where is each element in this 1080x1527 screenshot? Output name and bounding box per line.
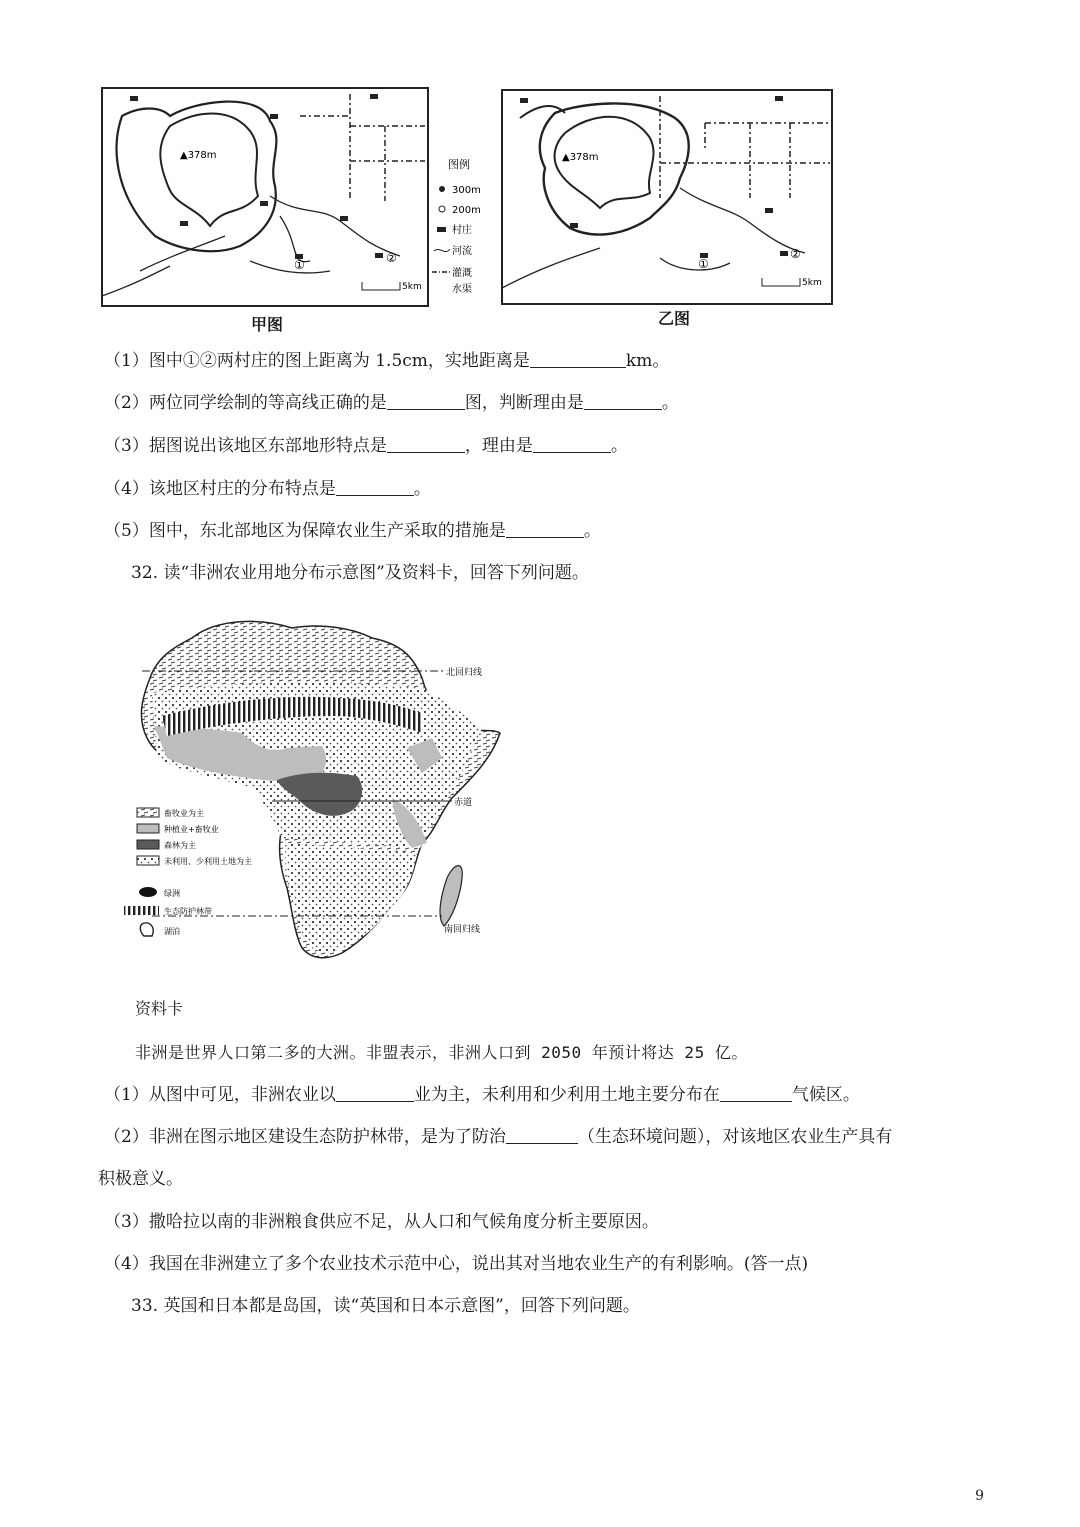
- svg-text:北回归线: 北回归线: [446, 668, 483, 678]
- answer-blank[interactable]: [387, 436, 465, 453]
- answer-blank[interactable]: [506, 521, 584, 538]
- page-number: 9: [975, 1488, 984, 1504]
- answer-blank[interactable]: [336, 1085, 414, 1102]
- svg-text:未利用、少利用土地为主: 未利用、少利用土地为主: [164, 857, 252, 866]
- figure-caption-jia: 甲图: [251, 315, 284, 334]
- svg-text:①: ①: [294, 258, 305, 272]
- svg-text:森林为主: 森林为主: [164, 841, 196, 850]
- resource-card-text: 非洲是世界人口第二多的大洲。非盟表示，非洲人口到 2050 年预计将达 25 亿。: [135, 1043, 748, 1062]
- contour-map-yi: [500, 88, 834, 306]
- svg-text:绿洲: 绿洲: [164, 889, 180, 898]
- resource-card-title: 资料卡: [135, 999, 184, 1018]
- svg-text:湖泊: 湖泊: [164, 927, 180, 936]
- svg-text:灌溉: 灌溉: [452, 268, 472, 279]
- svg-text:图例: 图例: [448, 158, 470, 171]
- answer-blank[interactable]: [387, 393, 465, 410]
- q32-item-3: （3）撒哈拉以南的非洲粮食供应不足，从人口和气候角度分析主要原因。: [104, 1212, 659, 1232]
- answer-blank[interactable]: [533, 436, 611, 453]
- svg-text:①: ①: [698, 257, 709, 271]
- svg-text:▲378m: ▲378m: [180, 150, 217, 161]
- q32-item-2: （2）非洲在图示地区建设生态防护林带，是为了防治 （生态环境问题），对该地区农业生产具有: [104, 1127, 893, 1147]
- svg-text:南回归线: 南回归线: [444, 925, 481, 935]
- answer-blank[interactable]: [530, 351, 626, 368]
- svg-text:种植业+畜牧业: 种植业+畜牧业: [164, 825, 219, 834]
- svg-text:水渠: 水渠: [452, 284, 472, 295]
- africa-agriculture-map: [122, 598, 502, 978]
- q31-item-2: （2）两位同学绘制的等高线正确的是 图，判断理由是 。: [104, 393, 679, 413]
- answer-blank[interactable]: [720, 1085, 792, 1102]
- svg-text:赤道: 赤道: [454, 798, 473, 808]
- svg-text:300m: 300m: [452, 185, 481, 196]
- q32-title: 32. 读“非洲农业用地分布示意图”及资料卡，回答下列问题。: [131, 563, 589, 583]
- answer-blank[interactable]: [584, 393, 662, 410]
- svg-text:村庄: 村庄: [452, 225, 472, 236]
- svg-text:畜牧业为主: 畜牧业为主: [164, 809, 204, 818]
- q31-item-3: （3）据图说出该地区东部地形特点是 ，理由是 。: [104, 436, 628, 456]
- q31-item-4: （4）该地区村庄的分布特点是 。: [104, 479, 431, 499]
- answer-blank[interactable]: [506, 1127, 578, 1144]
- q31-item-5: （5）图中，东北部地区为保障农业生产采取的措施是 。: [104, 521, 601, 541]
- svg-text:5km: 5km: [802, 278, 822, 288]
- svg-text:200m: 200m: [452, 205, 481, 216]
- svg-text:▲378m: ▲378m: [562, 152, 599, 163]
- svg-text:②: ②: [790, 247, 801, 261]
- svg-text:生态防护林带: 生态防护林带: [164, 907, 212, 916]
- answer-blank[interactable]: [336, 479, 414, 496]
- q32-item-2-cont: 积极意义。: [98, 1169, 183, 1189]
- q31-item-1: （1）图中①②两村庄的图上距离为 1.5cm，实地距离是 km。: [104, 351, 670, 371]
- svg-text:河流: 河流: [452, 246, 472, 257]
- figure-caption-yi: 乙图: [658, 309, 691, 328]
- svg-text:5km: 5km: [402, 282, 422, 292]
- q33-title: 33. 英国和日本都是岛国，读“英国和日本示意图”，回答下列问题。: [131, 1296, 640, 1316]
- svg-text:②: ②: [386, 251, 397, 265]
- q32-item-1: （1）从图中可见，非洲农业以 业为主，未利用和少利用土地主要分布在 气候区。: [104, 1085, 860, 1105]
- q32-item-4: （4）我国在非洲建立了多个农业技术示范中心，说出其对当地农业生产的有利影响。(答一点): [104, 1254, 809, 1274]
- contour-map-jia: [100, 86, 481, 310]
